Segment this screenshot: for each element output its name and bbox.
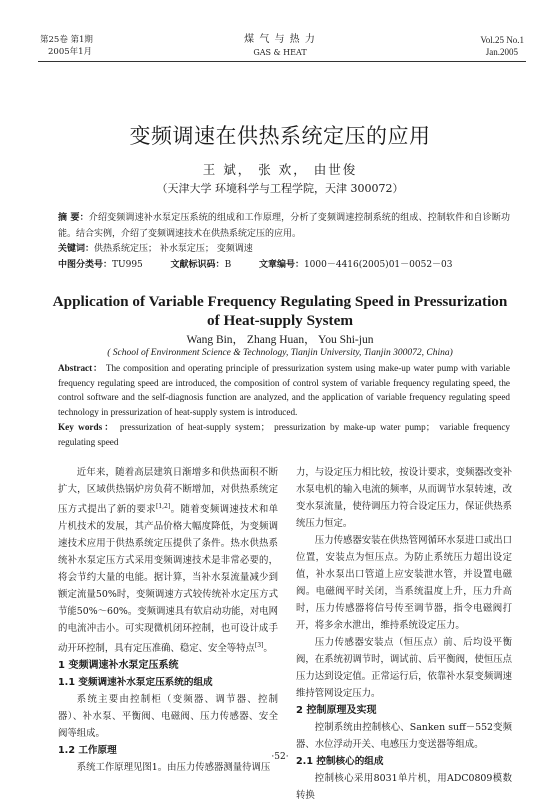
doc-code-value: B bbox=[224, 260, 232, 270]
abstract-cn-text: 介绍变频调速补水泵定压系统的组成和工作原理，分析了变频调速控制系统的组成、控制软件和自诊断功能。结合实例，介绍了变频调速技术在供热系统定压的应用。 bbox=[58, 213, 510, 239]
keywords-cn bbox=[58, 242, 510, 258]
section-1-1-heading: 1.1 变频调速补水泵定压系统的组成 bbox=[58, 677, 213, 689]
keywords-en bbox=[58, 420, 510, 449]
section-1-1-paragraph: 系统主要由控制柜（变频器、调节器、控制器）、补水泵、平衡阀、电磁阀、压力传感器、安全阀等组成。 bbox=[58, 694, 278, 740]
abstract-en-text: The composition and operating principle of pressurization system using make-up water pump with variable frequency regulating speed are introduced, the composition of control system of variable frequency regulating speed, the control software and the self-diagnosis function are analyzed, and the application of variable frequency regulating speed technology in pressurization of heat-supply system is introduced. bbox=[58, 363, 510, 417]
balance-valve-paragraph: 压力传感器安装点（恒压点）前、后均设平衡阀，在系统初调节时，调试前、后平衡阀，使恒压点压力达到设定值。正常运行后，依靠补水泵变频调速维持管网设定压力。 bbox=[296, 637, 512, 699]
section-1-2-heading: 1.2 工作原理 bbox=[58, 745, 117, 757]
abstract-cn bbox=[58, 211, 510, 242]
paper-title-en-line1: Application of Variable Frequency Regulating Speed in Pressurization bbox=[52, 293, 508, 310]
authors-cn: 王 斌， 张 欢， 由世俊 bbox=[202, 162, 358, 177]
intro-paragraph bbox=[58, 464, 278, 657]
abstract-en bbox=[58, 361, 510, 419]
authors-en: Wang Bin， Zhang Huan， You Shi-jun bbox=[186, 334, 374, 346]
body-left-column bbox=[58, 464, 278, 776]
clc-label: 中图分类号： bbox=[58, 260, 113, 270]
affiliation-cn: （天津大学 环境科学与工程学院，天津 300072） bbox=[156, 182, 404, 195]
keywords-en-text: pressurization of heat-supply system； pressurization by make-up water pump； variable frequency regulating speed bbox=[58, 422, 511, 447]
keywords-en-label: Key words： bbox=[58, 422, 116, 432]
abstract-cn-label: 摘 要： bbox=[58, 213, 89, 223]
intro-text-part1: 近年来，随着高层建筑日渐增多和供热面积不断扩大，区域供热锅炉房负荷不断增加，对供热系统定压方式提出了新的要求 bbox=[58, 467, 278, 516]
continued-paragraph: 力，与设定压力相比较，按设计要求，变频器改变补水泵电机的输入电流的频率，从而调节水泵转速，改变水泵流量，使待调压力符合设定压力，保证供热系统压力恒定。 bbox=[296, 467, 512, 529]
journal-title-en: GAS & HEAT bbox=[253, 48, 307, 57]
journal-date: 2005年1月 bbox=[48, 47, 93, 57]
abstract-en-label: Abstract： bbox=[58, 363, 103, 373]
section-2-1-heading: 2.1 控制核心的组成 bbox=[296, 756, 384, 767]
sensor-paragraph: 压力传感器安装在供热管网循环水泵进口或出口位置，安装点为恒压点。为防止系统压力超出设定值，补水泵出口管道上应安装泄水管，并设置电磁阀。电磁阀平时关闭，当系统温度上升，压力升高时，压力传感器将信号传至调节器，指令电磁阀打开，将多余水泄出，维持系统设定压力。 bbox=[296, 535, 512, 631]
affiliation-en: ( School of Environment Science & Technology, Tianjin University, Tianjin 300072, China) bbox=[107, 348, 453, 358]
journal-title-cn: 煤 气 与 热 力 bbox=[244, 34, 316, 45]
citation-1-2: [1,2] bbox=[155, 503, 171, 510]
section-1-2-paragraph: 系统工作原理见图1。由压力传感器测量待调压 bbox=[76, 762, 271, 774]
journal-date-en: Jan.2005 bbox=[485, 47, 518, 57]
paper-title-en-line2: of Heat-supply System bbox=[207, 312, 353, 329]
intro-text-end: 。 bbox=[263, 643, 273, 655]
header-rule bbox=[38, 61, 526, 62]
section-2-1-paragraph: 控制核心采用8031单片机，用ADC0809模数转换 bbox=[296, 773, 512, 801]
journal-vol-no-en: Vol.25 No.1 bbox=[480, 35, 524, 45]
journal-volume-issue: 第25卷 第1期 bbox=[40, 35, 93, 45]
section-2-paragraph: 控制系统由控制核心、Sanken suff－552变频器、水位浮动开关、电感压力变送器等组成。 bbox=[296, 722, 512, 750]
page-number: ·52· bbox=[271, 752, 289, 762]
doc-code-label: 文献标识码： bbox=[170, 260, 225, 270]
intro-text-part2: 。随着变频调速技术和单片机技术的发展，其产品价格大幅度降低，为变频调速技术应用于供热系统定压提供了条件。热水供热系统补水泵定压方式采用变频调速技术是非常必要的，将会节约大量的电能。据计算，当补水泵流量减少到额定流量50%时，变频调速方式较传统补水定压方式节能50%～60%。变频调速具有软启动功能，对电网的电流冲击小。可实现微机闭环控制，也可设计成手动开环控制，具有定压准确、稳定、安全等特点 bbox=[58, 504, 278, 655]
keywords-cn-label: 关键词： bbox=[58, 244, 95, 254]
keywords-cn-text: 供热系统定压； 补水泵定压； 变频调速 bbox=[94, 244, 253, 254]
article-no-value: 1000－4416(2005)01－0052－03 bbox=[303, 260, 453, 270]
article-no-label: 文章编号： bbox=[258, 260, 304, 270]
paper-title-cn: 变频调速在供热系统定压的应用 bbox=[129, 124, 431, 148]
citation-3: [3] bbox=[254, 642, 264, 650]
classification-line bbox=[58, 258, 510, 274]
section-1-heading: 1 变频调速补水泵定压系统 bbox=[58, 660, 179, 672]
clc-value: TU995 bbox=[112, 260, 143, 270]
section-2-heading: 2 控制原理及实现 bbox=[296, 705, 377, 716]
